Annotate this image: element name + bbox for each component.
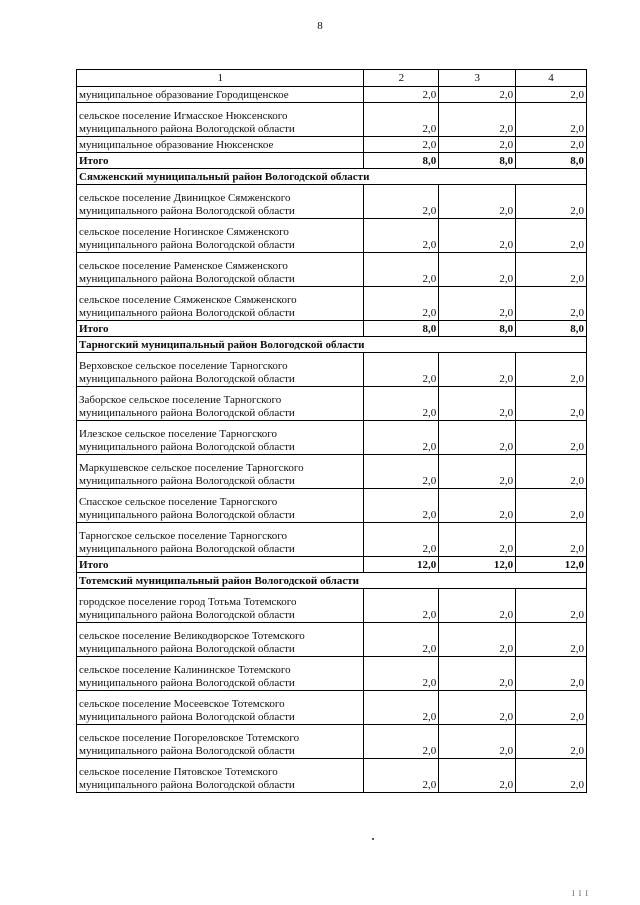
allocation-table [76, 69, 587, 793]
name-line: сельское поселение Великодворское Тотемского [79, 630, 305, 642]
name-line: Тарногское сельское поселение Тарногского [79, 530, 287, 542]
name-line: сельское поселение Калининское Тотемского [79, 664, 291, 676]
settlement-name [77, 103, 364, 137]
name-line: сельское поселение Мосеевское Тотемского [79, 698, 285, 710]
name-line: муниципального района Вологодской области [79, 123, 295, 135]
column-header-3: 3 [439, 70, 516, 87]
table-row [77, 759, 587, 793]
value-col-4: 2,0 [516, 87, 587, 103]
value-col-2: 2,0 [364, 589, 439, 623]
value-col-2: 2,0 [364, 489, 439, 523]
value-col-3: 2,0 [439, 87, 516, 103]
value-col-3: 2,0 [439, 253, 516, 287]
value-col-2: 2,0 [364, 455, 439, 489]
table-row [77, 657, 587, 691]
value-col-4: 2,0 [516, 253, 587, 287]
table-row [77, 103, 587, 137]
settlement-name [77, 421, 364, 455]
settlement-name [77, 725, 364, 759]
value-col-4: 2,0 [516, 185, 587, 219]
value-col-2: 2,0 [364, 421, 439, 455]
value-col-4: 2,0 [516, 455, 587, 489]
value-col-4: 2,0 [516, 219, 587, 253]
settlement-name [77, 657, 364, 691]
table-row [77, 185, 587, 219]
value-col-4: 2,0 [516, 387, 587, 421]
table-row [77, 219, 587, 253]
settlement-name [77, 589, 364, 623]
value-col-2: 2,0 [364, 137, 439, 153]
settlement-name [77, 489, 364, 523]
value-col-2: 2,0 [364, 725, 439, 759]
name-line: городское поселение город Тотьма Тотемского [79, 596, 297, 608]
value-col-4: 2,0 [516, 691, 587, 725]
table-row [77, 589, 587, 623]
value-col-2: 2,0 [364, 657, 439, 691]
name-line: сельское поселение Двиницкое Сямженского [79, 192, 291, 204]
value-col-4: 8,0 [516, 153, 587, 169]
name-line: Спасское сельское поселение Тарногского [79, 496, 278, 508]
value-col-3: 2,0 [439, 455, 516, 489]
settlement-name [77, 523, 364, 557]
value-col-4: 2,0 [516, 623, 587, 657]
value-col-3: 2,0 [439, 137, 516, 153]
name-line: муниципального района Вологодской области [79, 509, 295, 521]
name-line: муниципального района Вологодской области [79, 273, 295, 285]
value-col-3: 2,0 [439, 387, 516, 421]
settlement-name [77, 759, 364, 793]
total-row [77, 321, 587, 337]
table-row [77, 253, 587, 287]
page-number: 8 [317, 20, 323, 32]
name-line: сельское поселение Сямженское Сямженского [79, 294, 297, 306]
value-col-4: 2,0 [516, 523, 587, 557]
name-line: муниципального района Вологодской области [79, 745, 295, 757]
value-col-2: 2,0 [364, 387, 439, 421]
value-col-4: 2,0 [516, 725, 587, 759]
table-row [77, 691, 587, 725]
table-row [77, 623, 587, 657]
total-label [77, 153, 364, 169]
table-row [77, 725, 587, 759]
table-row [77, 353, 587, 387]
value-col-3: 12,0 [439, 557, 516, 573]
value-col-2: 2,0 [364, 623, 439, 657]
value-col-3: 2,0 [439, 353, 516, 387]
name-line: муниципального района Вологодской области [79, 711, 295, 723]
name-line: муниципального района Вологодской области [79, 205, 295, 217]
value-col-4: 2,0 [516, 589, 587, 623]
name-line: муниципальное образование Нюксенское [79, 139, 274, 151]
section-header-row [77, 169, 587, 185]
settlement-name [77, 137, 364, 153]
value-col-4: 12,0 [516, 557, 587, 573]
name-line: муниципальное образование Городищенское [79, 89, 289, 101]
settlement-name [77, 353, 364, 387]
value-col-4: 2,0 [516, 489, 587, 523]
value-col-4: 2,0 [516, 353, 587, 387]
section-title: Тарногский муниципальный район Вологодской области [77, 337, 587, 353]
name-line: сельское поселение Пятовское Тотемского [79, 766, 278, 778]
value-col-3: 2,0 [439, 691, 516, 725]
name-line: муниципального района Вологодской области [79, 779, 295, 791]
name-line: муниципального района Вологодской области [79, 307, 295, 319]
settlement-name [77, 387, 364, 421]
value-col-3: 2,0 [439, 185, 516, 219]
value-col-3: 2,0 [439, 489, 516, 523]
table-row [77, 87, 587, 103]
value-col-2: 2,0 [364, 691, 439, 725]
name-line: муниципального района Вологодской области [79, 239, 295, 251]
name-line: Итого [79, 155, 109, 167]
value-col-2: 2,0 [364, 87, 439, 103]
value-col-3: 8,0 [439, 321, 516, 337]
value-col-4: 2,0 [516, 657, 587, 691]
name-line: Верховское сельское поселение Тарногского [79, 360, 288, 372]
value-col-2: 2,0 [364, 353, 439, 387]
footer-mark: I I I [572, 889, 589, 898]
name-line: Итого [79, 323, 109, 335]
value-col-3: 2,0 [439, 725, 516, 759]
table-row [77, 489, 587, 523]
column-header-1: 1 [77, 70, 364, 87]
settlement-name [77, 253, 364, 287]
total-row [77, 153, 587, 169]
value-col-3: 8,0 [439, 153, 516, 169]
value-col-2: 2,0 [364, 103, 439, 137]
value-col-4: 2,0 [516, 421, 587, 455]
value-col-3: 2,0 [439, 421, 516, 455]
value-col-2: 8,0 [364, 321, 439, 337]
column-header-4: 4 [516, 70, 587, 87]
settlement-name [77, 219, 364, 253]
value-col-3: 2,0 [439, 219, 516, 253]
name-line: муниципального района Вологодской области [79, 677, 295, 689]
section-title: Тотемский муниципальный район Вологодской области [77, 573, 587, 589]
name-line: муниципального района Вологодской области [79, 441, 295, 453]
stray-dot [372, 838, 374, 840]
total-label [77, 557, 364, 573]
name-line: Заборское сельское поселение Тарногского [79, 394, 282, 406]
name-line: Итого [79, 559, 109, 571]
value-col-3: 2,0 [439, 759, 516, 793]
table-row [77, 421, 587, 455]
value-col-3: 2,0 [439, 103, 516, 137]
value-col-2: 2,0 [364, 219, 439, 253]
value-col-2: 2,0 [364, 287, 439, 321]
name-line: муниципального района Вологодской области [79, 407, 295, 419]
settlement-name [77, 287, 364, 321]
value-col-2: 8,0 [364, 153, 439, 169]
settlement-name [77, 87, 364, 103]
name-line: сельское поселение Погореловское Тотемского [79, 732, 300, 744]
name-line: муниципального района Вологодской области [79, 609, 295, 621]
table-header-row [77, 70, 587, 87]
name-line: сельское поселение Ногинское Сямженского [79, 226, 289, 238]
name-line: сельское поселение Игмасское Нюксенского [79, 110, 288, 122]
name-line: муниципального района Вологодской области [79, 643, 295, 655]
value-col-3: 2,0 [439, 589, 516, 623]
table-row [77, 523, 587, 557]
table-row [77, 387, 587, 421]
value-col-2: 2,0 [364, 253, 439, 287]
column-header-2: 2 [364, 70, 439, 87]
section-header-row [77, 573, 587, 589]
value-col-2: 2,0 [364, 523, 439, 557]
value-col-4: 8,0 [516, 321, 587, 337]
value-col-4: 2,0 [516, 759, 587, 793]
settlement-name [77, 623, 364, 657]
total-label [77, 321, 364, 337]
name-line: Маркушевское сельское поселение Тарногского [79, 462, 304, 474]
name-line: муниципального района Вологодской области [79, 543, 295, 555]
table-row [77, 137, 587, 153]
table-row [77, 455, 587, 489]
name-line: муниципального района Вологодской области [79, 475, 295, 487]
settlement-name [77, 691, 364, 725]
section-title: Сямженский муниципальный район Вологодской области [77, 169, 587, 185]
settlement-name [77, 455, 364, 489]
value-col-2: 2,0 [364, 759, 439, 793]
section-header-row [77, 337, 587, 353]
settlement-name [77, 185, 364, 219]
value-col-3: 2,0 [439, 657, 516, 691]
value-col-4: 2,0 [516, 137, 587, 153]
value-col-4: 2,0 [516, 287, 587, 321]
value-col-2: 2,0 [364, 185, 439, 219]
total-row [77, 557, 587, 573]
value-col-4: 2,0 [516, 103, 587, 137]
name-line: Илезское сельское поселение Тарногского [79, 428, 278, 440]
value-col-3: 2,0 [439, 523, 516, 557]
name-line: муниципального района Вологодской области [79, 373, 295, 385]
value-col-3: 2,0 [439, 287, 516, 321]
value-col-3: 2,0 [439, 623, 516, 657]
name-line: сельское поселение Раменское Сямженского [79, 260, 288, 272]
table-row [77, 287, 587, 321]
value-col-2: 12,0 [364, 557, 439, 573]
